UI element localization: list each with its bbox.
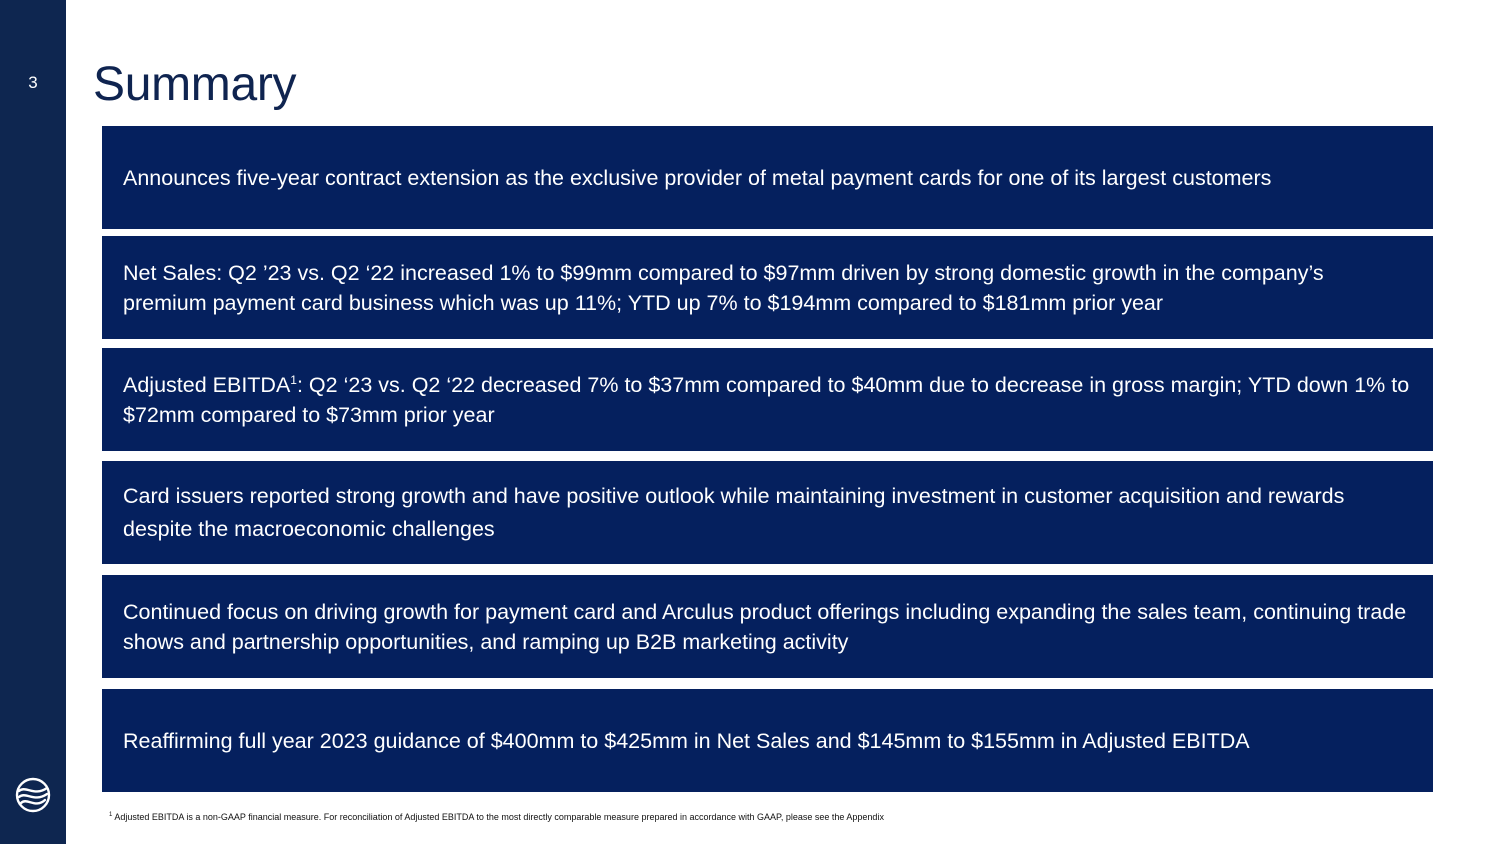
page-number: 3 — [28, 73, 38, 92]
summary-card-adjusted-ebitda — [102, 348, 1433, 451]
summary-card-growth-focus — [102, 575, 1433, 678]
summary-card-text: Card issuers reported strong growth and have positive outlook while maintaining investment in customer acquisition and rewards despite the macroeconomic challenges — [123, 483, 1345, 541]
summary-card-text: Net Sales: Q2 ’23 vs. Q2 ‘22 increased 1% to $99mm compared to $97mm driven by strong domestic growth in the company’s premium payment card business which was up 11%; YTD up 7% to $194mm compared to $181mm prior year — [123, 260, 1324, 315]
summary-card-text: Announces five-year contract extension as the exclusive provider of metal payment cards for one of its largest customers — [123, 165, 1272, 190]
footnote-text: Adjusted EBITDA is a non-GAAP financial measure. For reconciliation of Adjusted EBITDA to the most directly comparable measure prepared in accordance with GAAP, please see the Appendix — [114, 812, 884, 822]
summary-card-net-sales — [102, 236, 1433, 339]
footnote — [109, 811, 884, 823]
footnote-number: 1 — [109, 812, 113, 818]
summary-card-prefix: Adjusted EBITDA — [123, 372, 291, 397]
slide-title: Summary — [93, 58, 297, 111]
summary-card-text-wrapper — [123, 370, 1411, 430]
footnote-marker: 1 — [290, 372, 297, 387]
summary-card-text: Continued focus on driving growth for payment card and Arculus product offerings including expanding the sales team, continuing trade shows and partnership opportunities, and ramping up B2B marketing activity — [123, 599, 1407, 654]
summary-card-guidance — [102, 689, 1433, 792]
summary-card-contract-extension — [102, 126, 1433, 229]
company-logo-icon — [14, 776, 52, 814]
summary-card-card-issuers — [102, 461, 1433, 564]
summary-card-text: Reaffirming full year 2023 guidance of $400mm to $425mm in Net Sales and $145mm to $155mm in Adjusted EBITDA — [123, 728, 1250, 753]
summary-card-text: : Q2 ‘23 vs. Q2 ‘22 decreased 7% to $37mm compared to $40mm due to decrease in gross margin; YTD down 1% to $72mm compared to $73mm prior year — [123, 372, 1410, 427]
sidebar — [0, 0, 66, 844]
